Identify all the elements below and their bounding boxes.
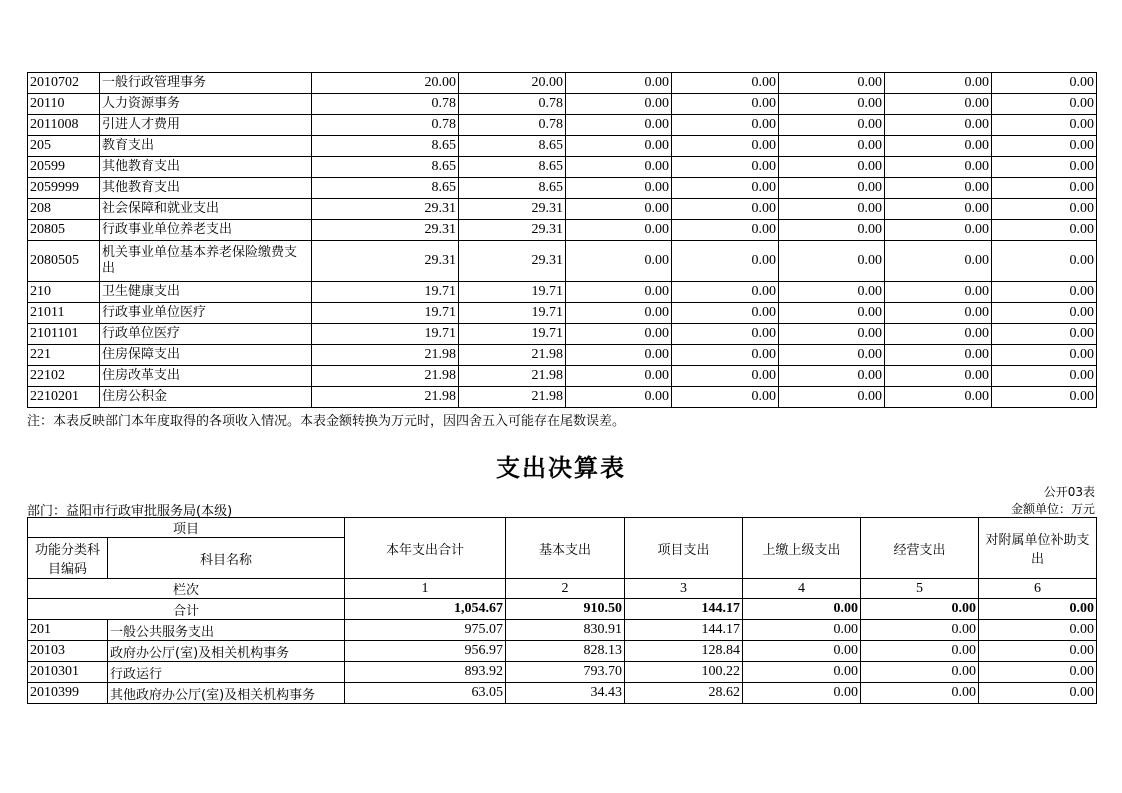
row-value: 0.00	[992, 178, 1097, 199]
row-value: 0.00	[566, 94, 672, 115]
row-value: 0.00	[672, 136, 779, 157]
row-name: 行政运行	[108, 662, 345, 683]
row-value: 28.62	[625, 683, 743, 704]
column-index: 2	[506, 579, 625, 599]
row-value: 8.65	[312, 136, 459, 157]
row-value: 0.00	[672, 366, 779, 387]
total-row	[28, 599, 1097, 620]
row-code: 2059999	[28, 178, 100, 199]
row-value: 0.00	[566, 282, 672, 303]
row-value: 0.00	[885, 73, 992, 94]
row-value: 0.00	[992, 73, 1097, 94]
row-code: 2010301	[28, 662, 108, 683]
row-value: 0.00	[979, 641, 1097, 662]
row-name: 引进人才费用	[100, 115, 312, 136]
row-value: 21.98	[459, 366, 566, 387]
form-code: 公开03表	[1043, 485, 1095, 499]
row-value: 0.00	[779, 220, 885, 241]
row-name: 政府办公厅(室)及相关机构事务	[108, 641, 345, 662]
row-name: 行政事业单位养老支出	[100, 220, 312, 241]
total-value: 1,054.67	[345, 599, 506, 620]
row-code: 210	[28, 282, 100, 303]
row-value: 0.00	[566, 220, 672, 241]
row-value: 0.00	[885, 387, 992, 408]
row-value: 0.00	[566, 303, 672, 324]
row-value: 0.00	[672, 282, 779, 303]
row-value: 19.71	[459, 324, 566, 345]
row-value: 63.05	[345, 683, 506, 704]
table-row	[28, 282, 1097, 303]
unit-label: 金额单位：万元	[1010, 502, 1095, 516]
row-value: 20.00	[459, 73, 566, 94]
row-value: 19.71	[459, 303, 566, 324]
row-value: 0.00	[885, 199, 992, 220]
row-value: 29.31	[459, 241, 566, 282]
row-value: 0.00	[992, 366, 1097, 387]
header-func-code: 功能分类科目编码	[28, 538, 108, 579]
row-value: 0.00	[672, 387, 779, 408]
row-value: 793.70	[506, 662, 625, 683]
row-value: 0.00	[885, 136, 992, 157]
table-row	[28, 387, 1097, 408]
header-col: 经营支出	[861, 518, 979, 579]
row-value: 0.00	[743, 662, 861, 683]
row-value: 0.00	[992, 282, 1097, 303]
row-value: 0.00	[885, 241, 992, 282]
row-value: 0.00	[672, 115, 779, 136]
table-row	[28, 136, 1097, 157]
row-value: 0.00	[672, 199, 779, 220]
row-value: 0.00	[779, 303, 885, 324]
row-value: 0.00	[979, 662, 1097, 683]
row-value: 0.00	[992, 345, 1097, 366]
row-value: 0.00	[779, 115, 885, 136]
total-value: 0.00	[979, 599, 1097, 620]
row-value: 19.71	[312, 324, 459, 345]
row-code: 2010399	[28, 683, 108, 704]
row-value: 20.00	[312, 73, 459, 94]
row-value: 0.00	[885, 157, 992, 178]
row-value: 34.43	[506, 683, 625, 704]
header-col: 上缴上级支出	[743, 518, 861, 579]
row-value: 0.00	[885, 115, 992, 136]
row-value: 0.00	[992, 115, 1097, 136]
row-value: 100.22	[625, 662, 743, 683]
row-value: 0.00	[672, 345, 779, 366]
row-value: 19.71	[459, 282, 566, 303]
row-value: 29.31	[312, 199, 459, 220]
row-value: 0.00	[979, 683, 1097, 704]
table-row	[28, 178, 1097, 199]
table-row	[28, 641, 1097, 662]
row-value: 144.17	[625, 620, 743, 641]
row-value: 29.31	[459, 220, 566, 241]
row-code: 201	[28, 620, 108, 641]
column-index: 3	[625, 579, 743, 599]
row-code: 21011	[28, 303, 100, 324]
table-row	[28, 683, 1097, 704]
row-value: 0.00	[992, 303, 1097, 324]
total-label: 合计	[28, 599, 345, 620]
row-value: 0.00	[672, 220, 779, 241]
row-value: 0.00	[885, 282, 992, 303]
row-code: 22102	[28, 366, 100, 387]
row-value: 0.00	[566, 136, 672, 157]
row-value: 21.98	[312, 345, 459, 366]
row-value: 0.00	[885, 324, 992, 345]
row-value: 0.00	[992, 220, 1097, 241]
row-name: 行政事业单位医疗	[100, 303, 312, 324]
row-value: 0.00	[779, 178, 885, 199]
table-row	[28, 199, 1097, 220]
row-value: 0.00	[779, 366, 885, 387]
row-code: 2010702	[28, 73, 100, 94]
row-value: 0.00	[672, 241, 779, 282]
table-row	[28, 324, 1097, 345]
column-index-label: 栏次	[28, 579, 345, 599]
header-row	[28, 518, 1097, 538]
row-name: 行政单位医疗	[100, 324, 312, 345]
row-value: 0.00	[861, 641, 979, 662]
row-value: 0.00	[672, 178, 779, 199]
row-value: 19.71	[312, 303, 459, 324]
header-item: 项目	[28, 518, 345, 538]
row-value: 19.71	[312, 282, 459, 303]
row-code: 20110	[28, 94, 100, 115]
row-name: 人力资源事务	[100, 94, 312, 115]
row-code: 20103	[28, 641, 108, 662]
row-value: 0.00	[779, 345, 885, 366]
department-label: 部门：益阳市行政审批服务局(本级)	[27, 504, 233, 519]
table-row	[28, 115, 1097, 136]
row-value: 0.00	[779, 199, 885, 220]
row-value: 0.00	[992, 324, 1097, 345]
table-row	[28, 303, 1097, 324]
row-name: 住房保障支出	[100, 345, 312, 366]
total-value: 144.17	[625, 599, 743, 620]
row-value: 0.00	[566, 366, 672, 387]
row-value: 29.31	[312, 241, 459, 282]
row-value: 8.65	[459, 178, 566, 199]
row-name: 住房改革支出	[100, 366, 312, 387]
row-name: 住房公积金	[100, 387, 312, 408]
row-value: 828.13	[506, 641, 625, 662]
row-name: 一般行政管理事务	[100, 73, 312, 94]
row-value: 0.00	[861, 620, 979, 641]
column-index: 5	[861, 579, 979, 599]
row-value: 0.00	[885, 94, 992, 115]
row-value: 128.84	[625, 641, 743, 662]
row-value: 0.00	[566, 115, 672, 136]
row-value: 21.98	[312, 366, 459, 387]
row-value: 21.98	[312, 387, 459, 408]
row-value: 0.00	[672, 94, 779, 115]
row-value: 0.00	[743, 641, 861, 662]
row-value: 0.00	[566, 387, 672, 408]
row-code: 2101101	[28, 324, 100, 345]
row-name: 机关事业单位基本养老保险缴费支出	[100, 241, 312, 282]
total-value: 910.50	[506, 599, 625, 620]
row-name: 教育支出	[100, 136, 312, 157]
row-value: 0.00	[992, 241, 1097, 282]
row-value: 29.31	[459, 199, 566, 220]
row-value: 0.78	[312, 115, 459, 136]
row-name: 其他政府办公厅(室)及相关机构事务	[108, 683, 345, 704]
row-value: 0.00	[885, 303, 992, 324]
row-value: 0.00	[779, 241, 885, 282]
row-value: 0.00	[779, 73, 885, 94]
column-index: 6	[979, 579, 1097, 599]
column-index-row	[28, 579, 1097, 599]
row-value: 8.65	[312, 157, 459, 178]
row-code: 208	[28, 199, 100, 220]
row-value: 0.00	[566, 345, 672, 366]
row-value: 0.00	[885, 366, 992, 387]
row-code: 20599	[28, 157, 100, 178]
row-value: 0.00	[992, 157, 1097, 178]
row-name: 社会保障和就业支出	[100, 199, 312, 220]
table-row	[28, 157, 1097, 178]
page-title: 支出决算表	[496, 454, 626, 482]
header-col: 对附属单位补助支出	[979, 518, 1097, 579]
header-col: 基本支出	[506, 518, 625, 579]
row-value: 0.00	[779, 282, 885, 303]
row-value: 0.00	[672, 73, 779, 94]
row-value: 0.00	[743, 683, 861, 704]
row-value: 0.00	[885, 345, 992, 366]
row-value: 0.00	[743, 620, 861, 641]
row-value: 0.00	[885, 178, 992, 199]
row-code: 2080505	[28, 241, 100, 282]
table-row	[28, 241, 1097, 282]
row-value: 0.00	[566, 157, 672, 178]
row-name: 一般公共服务支出	[108, 620, 345, 641]
column-index: 1	[345, 579, 506, 599]
column-index: 4	[743, 579, 861, 599]
row-value: 0.00	[566, 324, 672, 345]
table-row	[28, 345, 1097, 366]
row-code: 2210201	[28, 387, 100, 408]
row-value: 0.00	[779, 94, 885, 115]
row-value: 0.00	[566, 241, 672, 282]
row-value: 0.78	[312, 94, 459, 115]
table-row	[28, 366, 1097, 387]
row-value: 0.00	[672, 303, 779, 324]
row-name: 其他教育支出	[100, 178, 312, 199]
row-value: 893.92	[345, 662, 506, 683]
row-value: 8.65	[459, 157, 566, 178]
row-value: 0.78	[459, 115, 566, 136]
row-value: 0.00	[566, 199, 672, 220]
row-code: 205	[28, 136, 100, 157]
row-value: 0.00	[861, 683, 979, 704]
row-value: 830.91	[506, 620, 625, 641]
row-value: 0.00	[992, 136, 1097, 157]
row-value: 0.00	[672, 157, 779, 178]
row-value: 0.00	[861, 662, 979, 683]
row-value: 0.78	[459, 94, 566, 115]
row-value: 0.00	[992, 94, 1097, 115]
row-value: 0.00	[779, 324, 885, 345]
row-value: 8.65	[312, 178, 459, 199]
row-value: 956.97	[345, 641, 506, 662]
row-value: 21.98	[459, 387, 566, 408]
row-value: 0.00	[992, 387, 1097, 408]
row-value: 0.00	[779, 157, 885, 178]
header-col: 项目支出	[625, 518, 743, 579]
row-name: 卫生健康支出	[100, 282, 312, 303]
row-value: 8.65	[459, 136, 566, 157]
table-row	[28, 73, 1097, 94]
row-code: 221	[28, 345, 100, 366]
row-code: 2011008	[28, 115, 100, 136]
table-row	[28, 94, 1097, 115]
row-value: 29.31	[312, 220, 459, 241]
row-value: 975.07	[345, 620, 506, 641]
row-value: 0.00	[779, 387, 885, 408]
row-name: 其他教育支出	[100, 157, 312, 178]
table-row	[28, 220, 1097, 241]
table-row	[28, 662, 1097, 683]
row-code: 20805	[28, 220, 100, 241]
total-value: 0.00	[861, 599, 979, 620]
row-value: 0.00	[979, 620, 1097, 641]
header-subject-name: 科目名称	[108, 538, 345, 579]
row-value: 0.00	[992, 199, 1097, 220]
row-value: 21.98	[459, 345, 566, 366]
row-value: 0.00	[566, 73, 672, 94]
row-value: 0.00	[566, 178, 672, 199]
total-value: 0.00	[743, 599, 861, 620]
income-table	[27, 72, 1097, 408]
table-row	[28, 620, 1097, 641]
row-value: 0.00	[885, 220, 992, 241]
row-value: 0.00	[779, 136, 885, 157]
header-col: 本年支出合计	[345, 518, 506, 579]
expense-table	[27, 517, 1097, 704]
row-value: 0.00	[672, 324, 779, 345]
table-note: 注：本表反映部门本年度取得的各项收入情况。本表金额转换为万元时，因四舍五入可能存在尾数误差。	[27, 414, 626, 429]
